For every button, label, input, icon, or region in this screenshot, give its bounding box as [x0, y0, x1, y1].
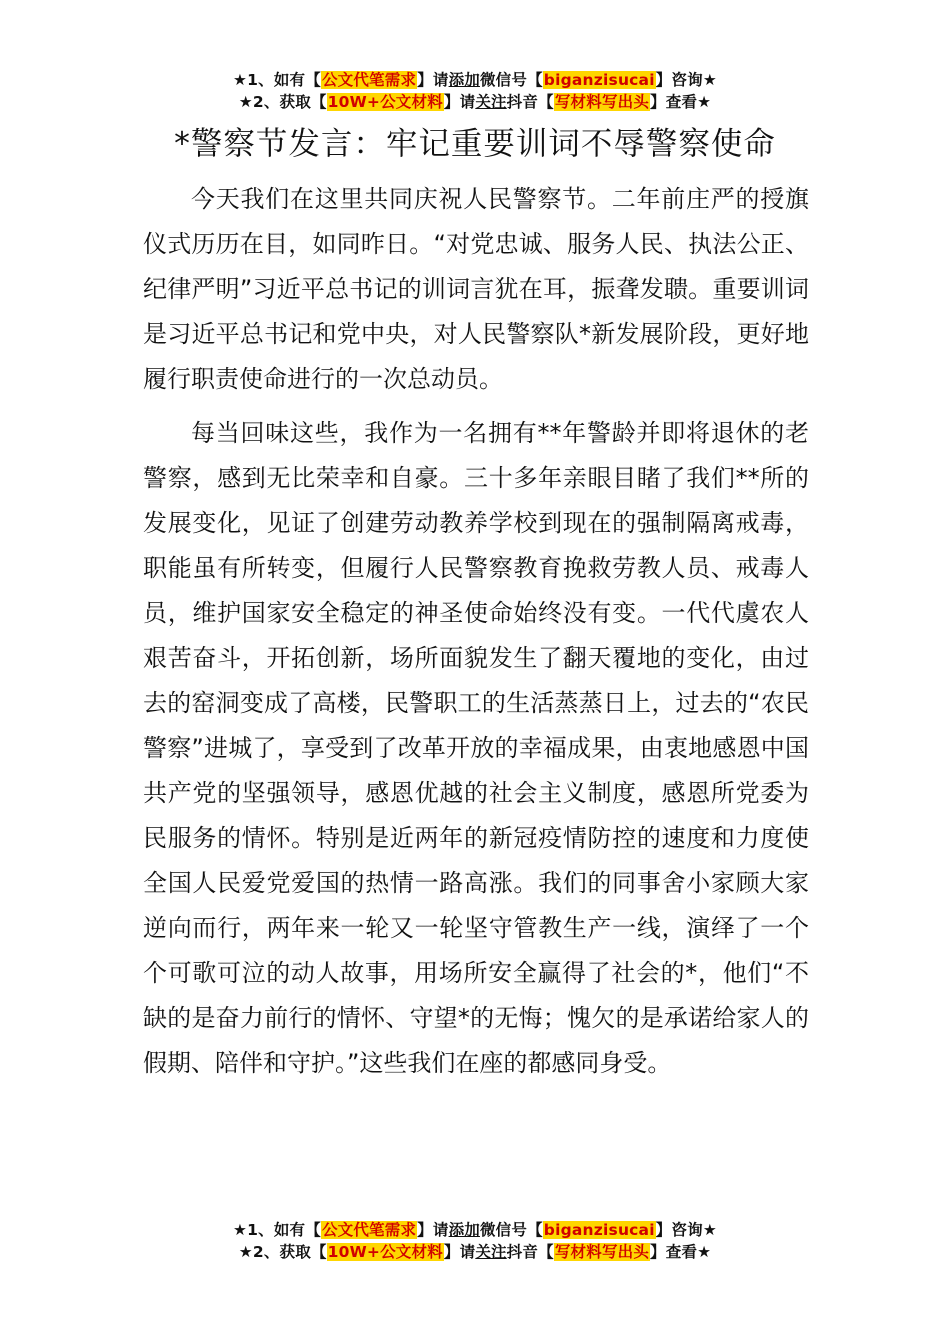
promo-highlight: 10W+公文材料 [327, 1243, 443, 1261]
promo-text: 抖音【 [506, 1243, 554, 1261]
promo-text: 】请 [443, 93, 476, 111]
document-title: *警察节发言：牢记重要训词不辱警察使命 [174, 126, 776, 162]
douyin-account-highlight: 写材料写出头 [554, 93, 650, 111]
promo-highlight: 公文代笔需求 [321, 71, 417, 89]
footer-promo-line-2 [0, 1241, 950, 1263]
star-icon: ★ [233, 1221, 248, 1239]
promo-text: 】咨询★ [655, 71, 717, 89]
promo-underlined-text: 添加 [448, 71, 480, 89]
star-icon: ★ [238, 93, 253, 111]
promo-text: 】查看★ [650, 1243, 712, 1261]
douyin-account-highlight: 写材料写出头 [554, 1243, 650, 1261]
wechat-id-highlight: biganzisucai [543, 71, 655, 89]
promo-text: 微信号【 [479, 71, 543, 89]
promo-text: 】请 [443, 1243, 476, 1261]
promo-text: 1、如有【 [247, 71, 321, 89]
footer-promo-line-1 [0, 1219, 950, 1241]
promo-text: 】查看★ [650, 93, 712, 111]
header-promo-line-1 [0, 69, 950, 91]
promo-text: 抖音【 [506, 93, 554, 111]
promo-text: 微信号【 [479, 1221, 543, 1239]
promo-text: 1、如有【 [247, 1221, 321, 1239]
star-icon: ★ [238, 1243, 253, 1261]
promo-underlined-text: 关注 [475, 93, 507, 111]
wechat-id-highlight: biganzisucai [543, 1221, 655, 1239]
header-promo-line-2 [0, 91, 950, 113]
footer-promo [0, 1219, 950, 1263]
promo-underlined-text: 关注 [475, 1243, 507, 1261]
promo-underlined-text: 添加 [448, 1221, 480, 1239]
document-body [143, 177, 809, 1095]
promo-text: 】请 [417, 71, 449, 89]
body-paragraph-2: 每当回味这些，我作为一名拥有**年警龄并即将退休的老警察，感到无比荣幸和自豪。三十多年亲眼目睹了我们**所的发展变化，见证了创建劳动教养学校到现在的强制隔离戒毒，职能虽有所转变，但履行人民警察教育挽救劳教人员、戒毒人员，维护国家安全稳定的神圣使命始终没有变。一代代虞农人艰苦奋斗，开拓创新，场所面貌发生了翻天覆地的变化，由过去的窑洞变成了高楼，民警职工的生活蒸蒸日上，过去的“农民警察”进城了，享受到了改革开放的幸福成果，由衷地感恩中国共产党的坚强领导，感恩优越的社会主义制度，感恩所党委为民服务的情怀。特别是近两年的新冠疫情防控的速度和力度使全国人民爱党爱国的热情一路高涨。我们的同事舍小家顾大家逆向而行，两年来一轮又一轮坚守管教生产一线，演绎了一个个可歌可泣的动人故事，用场所安全赢得了社会的*，他们“不缺的是奋力前行的情怀、守望*的无悔；愧欠的是承诺给家人的假期、陪伴和守护。”这些我们在座的都感同身受。 [143, 419, 809, 1077]
promo-text: 2、获取【 [252, 1243, 327, 1261]
promo-text: 2、获取【 [252, 93, 327, 111]
promo-highlight: 公文代笔需求 [321, 1221, 417, 1239]
body-paragraph-1: 今天我们在这里共同庆祝人民警察节。二年前庄严的授旗仪式历历在目，如同昨日。“对党忠诚、服务人民、执法公正、纪律严明”习近平总书记的训词言犹在耳，振聋发聩。重要训词是习近平总书记和党中央，对人民警察队*新发展阶段，更好地履行职责使命进行的一次总动员。 [143, 185, 809, 393]
promo-text: 】请 [417, 1221, 449, 1239]
star-icon: ★ [233, 71, 248, 89]
promo-text: 】咨询★ [655, 1221, 717, 1239]
promo-highlight: 10W+公文材料 [327, 93, 443, 111]
header-promo [0, 69, 950, 113]
